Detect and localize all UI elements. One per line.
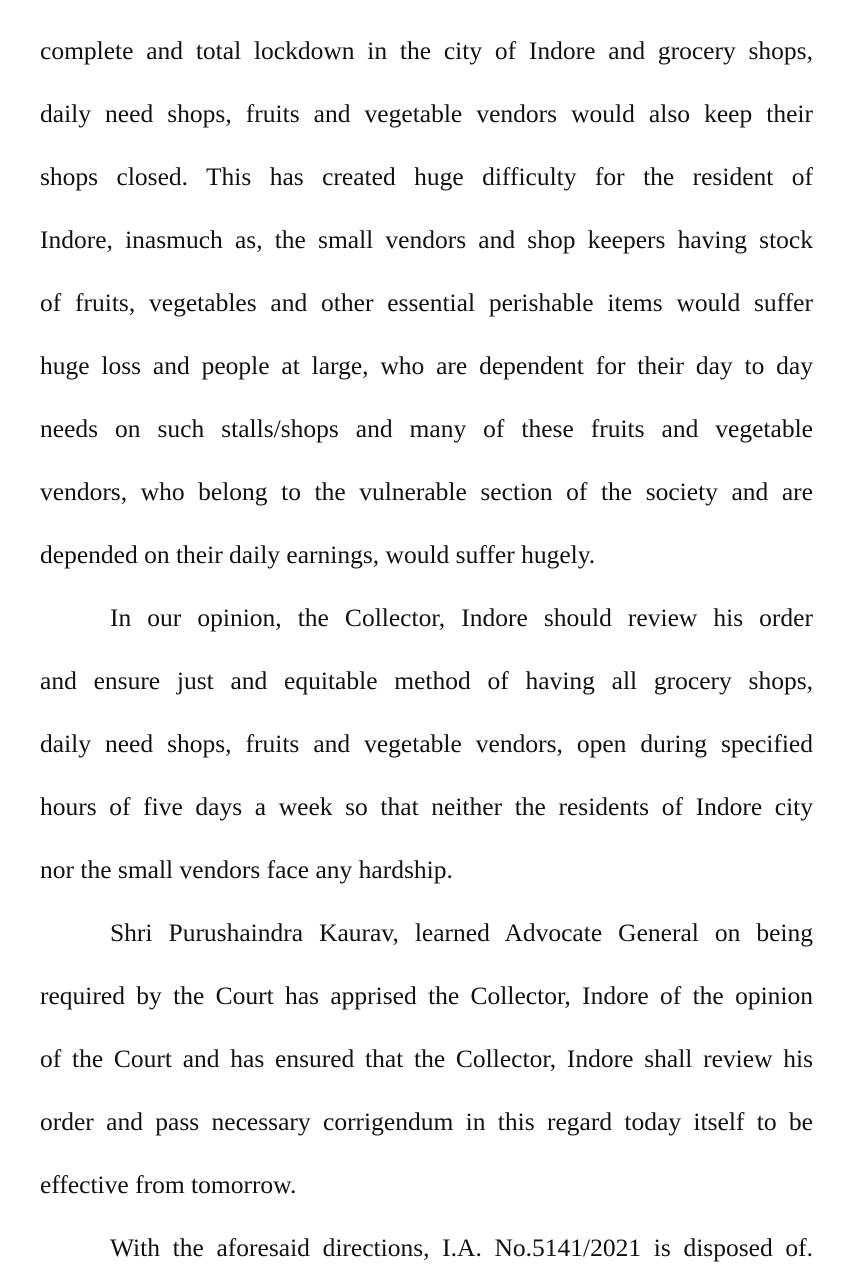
text-line: and ensure just and equitable method of having all grocery shops, — [40, 666, 813, 695]
text-line: daily need shops, fruits and vegetable vendors would also keep their — [40, 99, 813, 128]
text-line: vendors, who belong to the vulnerable section of the society and are — [40, 477, 813, 506]
text-line: Shri Purushaindra Kaurav, learned Advocate General on being — [110, 918, 813, 947]
text-line: daily need shops, fruits and vegetable vendors, open during specified — [40, 729, 813, 758]
text-line: needs on such stalls/shops and many of these fruits and vegetable — [40, 414, 813, 443]
text-line: huge loss and people at large, who are dependent for their day to day — [40, 351, 813, 380]
text-line: of fruits, vegetables and other essential perishable items would suffer — [40, 288, 813, 317]
text-line: Indore, inasmuch as, the small vendors and shop keepers having stock — [40, 225, 813, 254]
text-line: In our opinion, the Collector, Indore should review his order — [110, 603, 813, 632]
text-line: complete and total lockdown in the city of Indore and grocery shops, — [40, 36, 813, 65]
text-line: order and pass necessary corrigendum in this regard today itself to be — [40, 1107, 813, 1136]
text-line: shops closed. This has created huge difficulty for the resident of — [40, 162, 813, 191]
paragraph-2 — [40, 595, 813, 910]
text-line: of the Court and has ensured that the Collector, Indore shall review his — [40, 1044, 813, 1073]
paragraph-4 — [40, 1225, 813, 1288]
text-line: required by the Court has apprised the Collector, Indore of the opinion — [40, 981, 813, 1010]
paragraph-3 — [40, 910, 813, 1225]
text-line: hours of five days a week so that neither the residents of Indore city — [40, 792, 813, 821]
text-line: effective from tomorrow. — [40, 1170, 297, 1199]
paragraph-1 — [40, 28, 813, 595]
text-line: With the aforesaid directions, I.A. No.5141/2021 is disposed of. — [110, 1233, 813, 1262]
text-line: depended on their daily earnings, would suffer hugely. — [40, 540, 596, 569]
text-line: nor the small vendors face any hardship. — [40, 855, 453, 884]
document-page — [40, 28, 813, 1288]
